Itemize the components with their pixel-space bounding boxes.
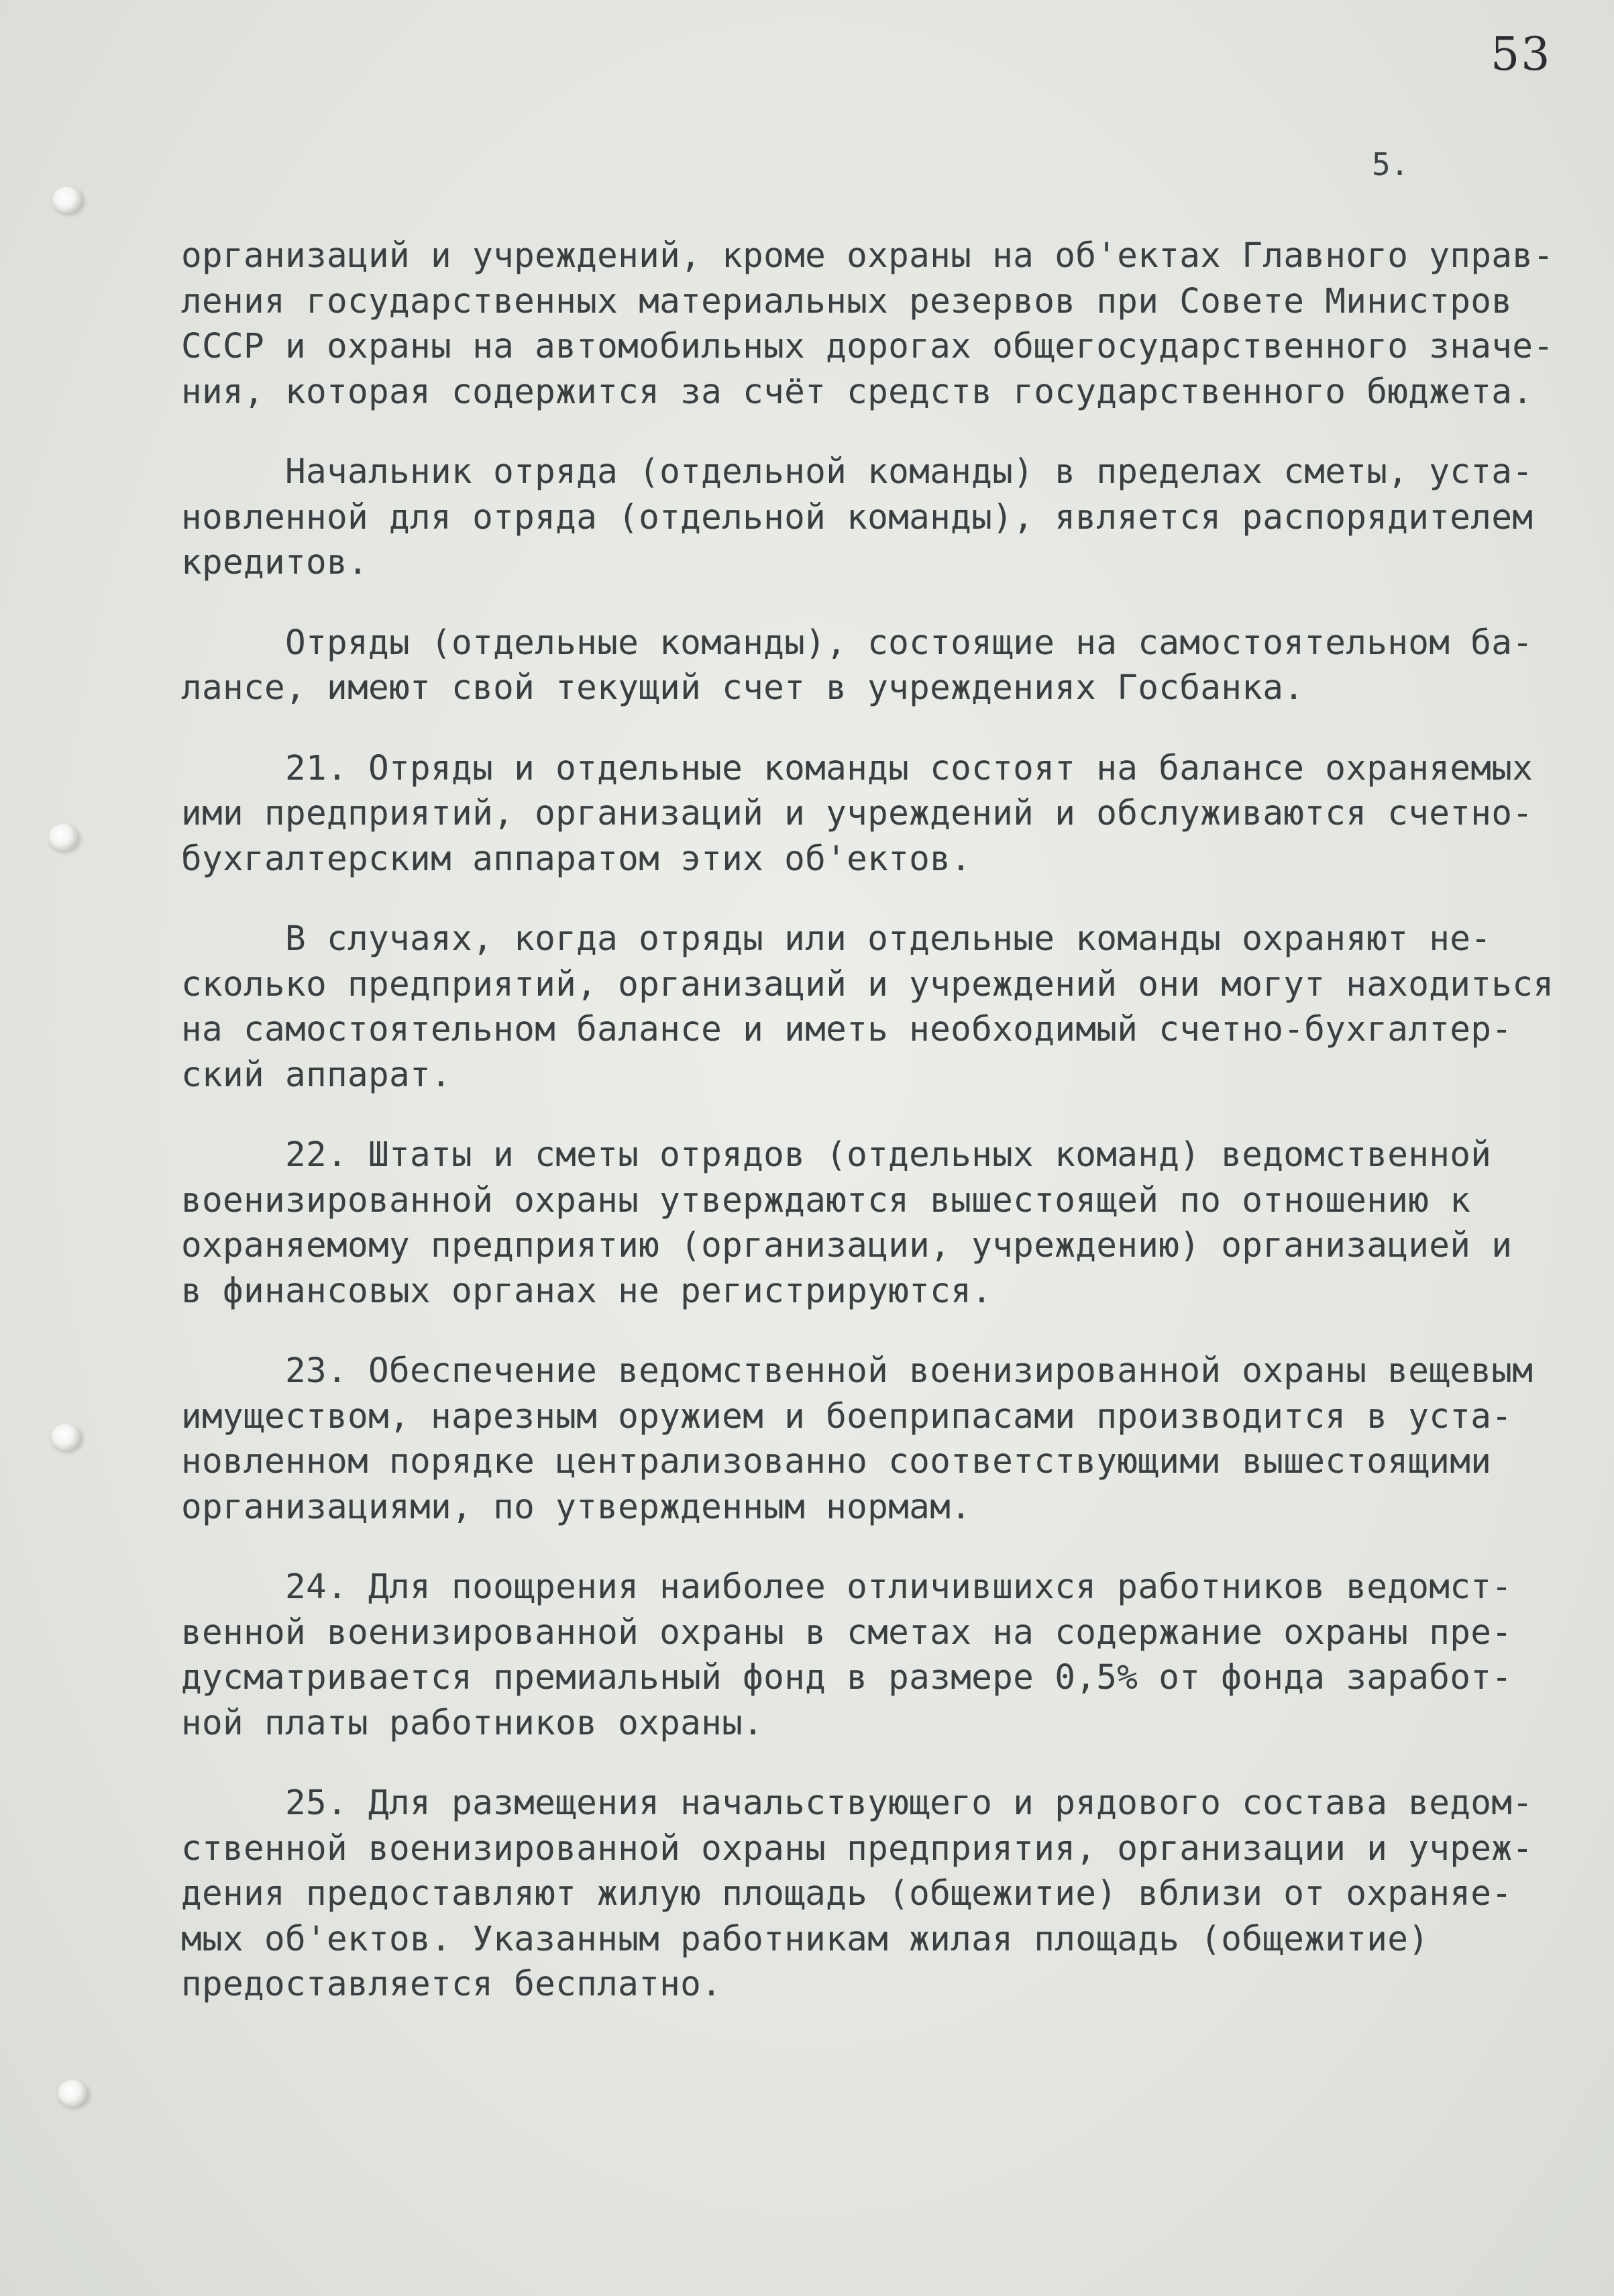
- text-line: 23. Обеспечение ведомственной военизированной охраны вещевым: [181, 1351, 1534, 1391]
- text-line: В случаях, когда отряды или отдельные команды охраняют не-: [181, 919, 1492, 959]
- paragraph: [181, 1565, 1583, 1746]
- text-line: бухгалтерским аппаратом этих об'ектов.: [181, 839, 972, 879]
- paragraph: [181, 1781, 1583, 2007]
- punch-hole-3: [51, 1424, 82, 1451]
- text-line: 22. Штаты и сметы отрядов (отдельных команд) ведомственной: [181, 1135, 1492, 1175]
- text-line: Отряды (отдельные команды), состоящие на самостоятельном ба-: [181, 623, 1534, 663]
- text-line: на самостоятельном балансе и иметь необходимый счетно-бухгалтер-: [181, 1010, 1513, 1049]
- page-number: 5.: [1372, 146, 1409, 182]
- paragraph: [181, 450, 1583, 586]
- text-line: 24. Для поощрения наиболее отличившихся работников ведомст-: [181, 1567, 1513, 1607]
- text-line: имуществом, нарезным оружием и боеприпасами производится в уста-: [181, 1396, 1513, 1437]
- text-line: СССР и охраны на автомобильных дорогах общегосударственного значе-: [181, 327, 1554, 366]
- text-line: новленном порядке централизованно соответствующими вышестоящими: [181, 1442, 1492, 1481]
- text-line: организаций и учреждений, кроме охраны на об'ектах Главного управ-: [181, 236, 1554, 276]
- text-line: лансе, имеют свой текущий счет в учреждениях Госбанка.: [181, 668, 1305, 708]
- paragraph: [181, 1349, 1583, 1530]
- text-line: сколько предприятий, организаций и учреждений они могут находиться: [181, 964, 1554, 1004]
- text-line: Начальник отряда (отдельной команды) в пределах сметы, уста-: [181, 452, 1534, 492]
- text-line: организациями, по утвержденным нормам.: [181, 1487, 972, 1527]
- text-line: ский аппарат.: [181, 1055, 452, 1095]
- text-line: ими предприятий, организаций и учреждений и обслуживаются счетно-: [181, 794, 1534, 833]
- folio-number: 53: [1491, 28, 1552, 81]
- text-line: ния, которая содержится за счёт средств государственного бюджета.: [181, 372, 1534, 412]
- text-line: ственной военизированной охраны предприятия, организации и учреж-: [181, 1828, 1534, 1869]
- punch-hole-2: [48, 824, 79, 851]
- body-text: [181, 233, 1583, 2007]
- text-line: в финансовых органах не регистрируются.: [181, 1271, 993, 1311]
- paragraph: [181, 917, 1583, 1098]
- paragraph: [181, 233, 1583, 415]
- punch-hole-4: [58, 2080, 89, 2107]
- text-line: предоставляется бесплатно.: [181, 1965, 722, 2004]
- text-line: охраняемому предприятию (организации, учреждению) организацией и: [181, 1226, 1513, 1265]
- text-line: кредитов.: [181, 543, 369, 582]
- text-line: 21. Отряды и отдельные команды состоят на балансе охраняемых: [181, 748, 1534, 788]
- text-line: военизированной охраны утверждаются вышестоящей по отношению к: [181, 1180, 1471, 1220]
- paragraph: [181, 1133, 1583, 1314]
- text-line: 25. Для размещения начальствующего и рядового состава ведом-: [181, 1783, 1534, 1823]
- paragraph: [181, 746, 1583, 882]
- text-line: дусматривается премиальный фонд в размере 0,5% от фонда заработ-: [181, 1658, 1513, 1698]
- punch-hole-1: [52, 187, 83, 213]
- text-line: новленной для отряда (отдельной команды), является распорядителем: [181, 497, 1534, 537]
- text-line: венной военизированной охраны в сметах на содержание охраны пре-: [181, 1612, 1513, 1653]
- text-line: ной платы работников охраны.: [181, 1703, 764, 1743]
- paragraph: [181, 621, 1583, 711]
- text-line: дения предоставляют жилую площадь (общежитие) вблизи от охраняе-: [181, 1874, 1513, 1914]
- text-line: ления государственных материальных резервов при Совете Министров: [181, 281, 1513, 321]
- text-line: мых об'ектов. Указанным работникам жилая площадь (общежитие): [181, 1919, 1430, 1959]
